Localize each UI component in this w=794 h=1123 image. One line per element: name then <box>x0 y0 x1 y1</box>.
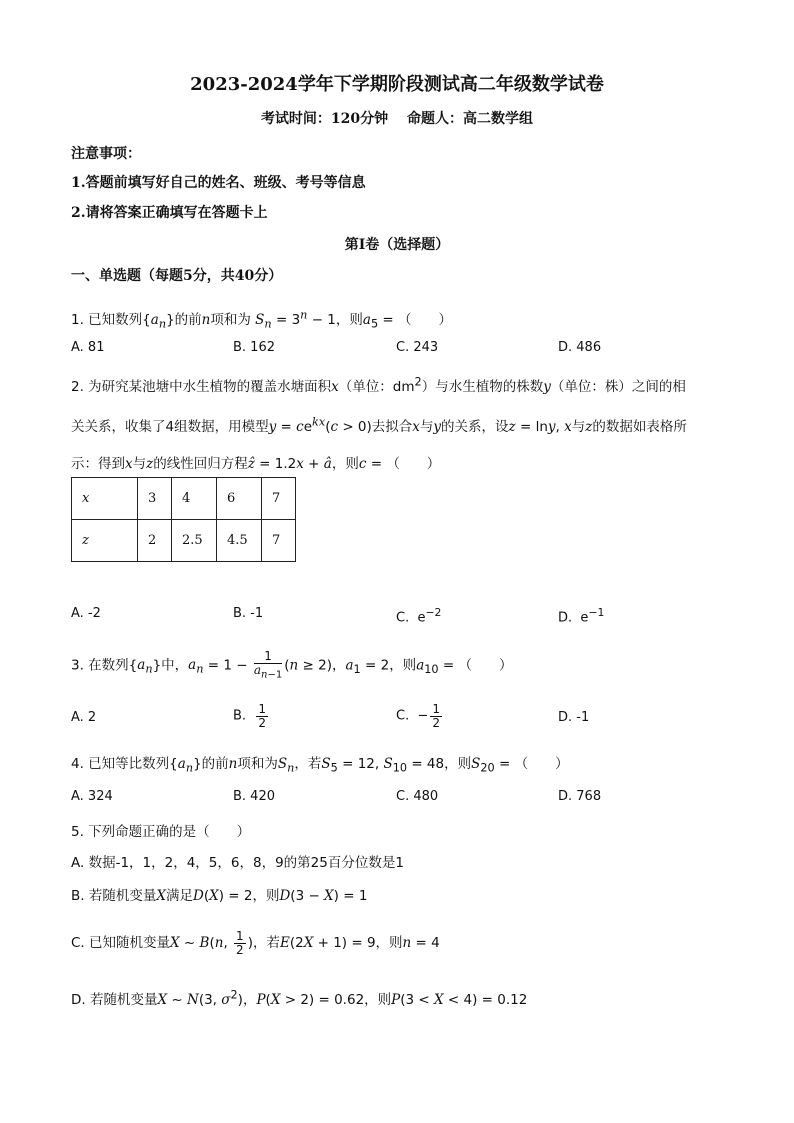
option-a: A. 2 <box>71 710 97 725</box>
table-cell: 7 <box>262 520 296 562</box>
question-3-stem: 3. 在数列$\{a_n\}$中，$a_n = 1$ − $\frac{1}{a_{n-1}}$ (n ≥ 2)，$a_1 = 2$，则$a_{10}$ = （ ） <box>71 649 513 680</box>
option-b: B. 420 <box>233 789 275 804</box>
table-cell: 6 <box>217 478 262 520</box>
table-row <box>72 478 296 520</box>
option-b: B. 若随机变量X满足D(X) = 2，则D(3 − X) = 1 <box>71 888 368 904</box>
option-d: D. 486 <box>558 340 602 355</box>
option-c: C. 243 <box>396 340 439 355</box>
part-title: 一、单选题（每题5分，共40分） <box>71 268 283 284</box>
page-title: 2023-2024学年下学期阶段测试高二年级数学试卷 <box>190 74 604 95</box>
question-5-stem: 5. 下列命题正确的是（ ） <box>71 824 251 840</box>
notice-item: 1.答题前填写好自己的姓名、班级、考号等信息 <box>71 175 366 191</box>
table-cell: x <box>72 478 138 520</box>
section-title: 第Ⅰ卷（选择题） <box>344 237 450 253</box>
data-table <box>71 477 296 562</box>
option-b: B. -1 <box>233 606 264 621</box>
table-cell: z <box>72 520 138 562</box>
option-b: B. 162 <box>233 340 275 355</box>
option-d: D. 若随机变量X ~ N(3, $\sigma^2$)，P(X > 2) = 0.62，则P(3 < X < 4) = 0.12 <box>71 988 528 1008</box>
option-a: A. -2 <box>71 606 101 621</box>
option-d: D. 768 <box>558 789 602 804</box>
option-b: B. $\frac{1}{2}$ <box>233 702 266 730</box>
option-a: A. 324 <box>71 789 113 804</box>
option-a: A. 数据-1，1，2，4，5，6，8，9的第25百分位数是1 <box>71 855 404 871</box>
table-cell: 3 <box>138 478 172 520</box>
exam-info: 考试时间：120分钟 命题人：高二数学组 <box>260 111 534 127</box>
option-d: D. $e^{-1}$ <box>558 606 605 626</box>
option-d: D. -1 <box>558 710 590 725</box>
notice-item: 2.请将答案正确填写在答题卡上 <box>71 205 268 221</box>
table-cell: 4 <box>172 478 217 520</box>
question-1-stem: 1. 已知数列$\{a_n\}$的前n项和为 $S_n = 3^n - 1$，则$a_5$ = （ ） <box>71 308 453 331</box>
table-cell: 2 <box>138 520 172 562</box>
question-4-stem: 4. 已知等比数列$\{a_n\}$的前n项和为$S_n$，若$S_5 = 12$, $S_{10} = 48$，则$S_{20}$ = （ ） <box>71 756 569 775</box>
table-row <box>72 520 296 562</box>
table-cell: 2.5 <box>172 520 217 562</box>
notice-heading: 注意事项： <box>71 146 141 162</box>
option-a: A. 81 <box>71 340 105 355</box>
question-2-line-1: 2. 为研究某池塘中水生植物的覆盖水塘面积x（单位：$dm^2$）与水生植物的株数y（单位：株）之间的相 <box>71 375 686 395</box>
table-cell: 4.5 <box>217 520 262 562</box>
option-c: C. 已知随机变量X ~ B(n, $\frac{1}{2}$ )，若E(2X + 1) = 9，则n = 4 <box>71 929 440 957</box>
question-2-line-3: 示：得到x与z的线性回归方程ẑ = 1.2x + â，则c = （ ） <box>71 456 441 472</box>
question-2-line-2: 关关系，收集了4组数据，用模型$y = ce^{kx}(c > 0)$去拟合x与y的关系，设z = lny, x与z的数据如表格所 <box>71 415 687 435</box>
table-cell: 7 <box>262 478 296 520</box>
option-c: C. 480 <box>396 789 439 804</box>
option-c: C. $e^{-2}$ <box>396 606 442 626</box>
option-c: C. − $\frac{1}{2}$ <box>396 702 441 730</box>
